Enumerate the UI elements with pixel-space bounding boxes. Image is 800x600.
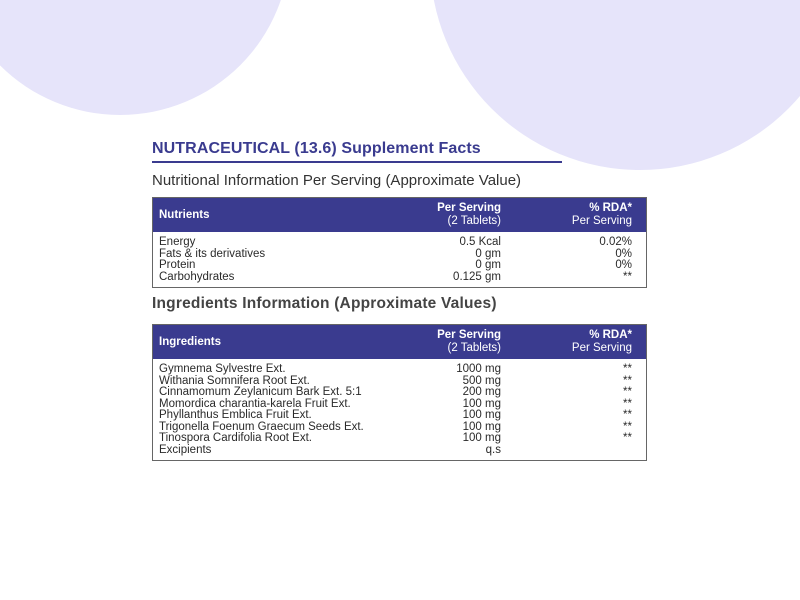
table-row xyxy=(153,387,647,399)
ingredient-serving: 500 mg xyxy=(462,374,501,387)
nutrient-rda: 0% xyxy=(615,247,632,260)
ingredient-serving: 100 mg xyxy=(462,420,501,433)
table-row xyxy=(153,272,647,288)
nutrients-col-rda xyxy=(507,198,647,233)
ingredient-serving: 100 mg xyxy=(462,432,501,444)
table-row xyxy=(153,445,647,461)
nutrient-rda: 0.02% xyxy=(599,236,632,248)
nutrient-name: Protein xyxy=(159,259,196,271)
nutrient-rda: 0% xyxy=(615,259,632,271)
nutrients-header-row xyxy=(153,198,647,233)
table-row xyxy=(153,232,647,249)
supplement-facts-panel xyxy=(152,140,648,461)
ingredient-name: Trigonella Foenum Graecum Seeds Ext. xyxy=(159,420,364,433)
table-row xyxy=(153,249,647,261)
ingredient-rda: ** xyxy=(623,374,632,387)
ingredient-name: Withania Somnifera Root Ext. xyxy=(159,374,310,387)
nutrients-col-serving-line2: (2 Tablets) xyxy=(447,215,501,227)
ingredient-rda: ** xyxy=(623,409,632,421)
ingredients-col-rda-line2: Per Serving xyxy=(571,342,632,354)
ingredients-header-row xyxy=(153,325,647,360)
ingredient-name: Gymnema Sylvestre Ext. xyxy=(159,363,286,375)
ingredient-name: Excipients xyxy=(159,443,212,456)
nutrient-serving: 0 gm xyxy=(475,259,501,271)
ingredient-serving: q.s xyxy=(485,443,501,456)
nutrition-subtitle: Nutritional Information Per Serving (Approximate Value) xyxy=(152,172,522,189)
table-row xyxy=(153,359,647,376)
ingredient-rda xyxy=(507,445,647,461)
ingredient-name: Momordica charantia-karela Fruit Ext. xyxy=(159,397,351,410)
ingredients-col-rda-line1: % RDA* xyxy=(589,329,632,341)
ingredients-col-serving xyxy=(405,325,507,360)
ingredient-rda: ** xyxy=(623,432,632,444)
ingredient-serving: 1000 mg xyxy=(456,363,501,375)
ingredients-col-serving-line1: Per Serving xyxy=(437,329,501,341)
nutrients-table xyxy=(152,197,647,288)
ingredient-rda: ** xyxy=(623,397,632,410)
ingredient-serving: 100 mg xyxy=(462,397,501,410)
nutrient-serving: 0 gm xyxy=(475,247,501,260)
nutrients-col-serving xyxy=(405,198,507,233)
table-row xyxy=(153,433,647,445)
nutrient-serving: 0.5 Kcal xyxy=(459,236,501,248)
nutrient-name: Fats & its derivatives xyxy=(159,247,266,260)
nutrients-col-rda-line2: Per Serving xyxy=(571,215,632,227)
ingredient-serving: 100 mg xyxy=(462,409,501,421)
ingredients-col-rda xyxy=(507,325,647,360)
nutrient-name: Carbohydrates xyxy=(159,270,235,283)
ingredient-rda: ** xyxy=(623,363,632,375)
ingredient-name: Tinospora Cardifolia Root Ext. xyxy=(159,432,312,444)
ingredient-rda: ** xyxy=(623,386,632,398)
nutrients-col-rda-line1: % RDA* xyxy=(589,202,632,214)
title-underline xyxy=(152,161,562,163)
table-row xyxy=(153,410,647,422)
nutrient-serving: 0.125 gm xyxy=(453,270,501,283)
decorative-blob-left xyxy=(0,0,290,115)
ingredient-rda: ** xyxy=(623,420,632,433)
ingredients-col-name: Ingredients xyxy=(153,325,406,360)
ingredient-serving: 200 mg xyxy=(462,386,501,398)
nutrients-col-serving-line1: Per Serving xyxy=(437,202,501,214)
nutrients-col-name: Nutrients xyxy=(153,198,406,233)
ingredients-section-title: Ingredients Information (Approximate Values) xyxy=(152,295,497,312)
ingredients-col-serving-line2: (2 Tablets) xyxy=(447,342,501,354)
nutrient-rda: ** xyxy=(623,270,632,283)
ingredient-name: Phyllanthus Emblica Fruit Ext. xyxy=(159,409,312,421)
page-title: NUTRACEUTICAL (13.6) Supplement Facts xyxy=(152,140,481,157)
nutrient-name: Energy xyxy=(159,236,196,248)
ingredient-name: Cinnamomum Zeylanicum Bark Ext. 5:1 xyxy=(159,386,362,398)
table-row xyxy=(153,260,647,272)
ingredients-table xyxy=(152,324,647,461)
